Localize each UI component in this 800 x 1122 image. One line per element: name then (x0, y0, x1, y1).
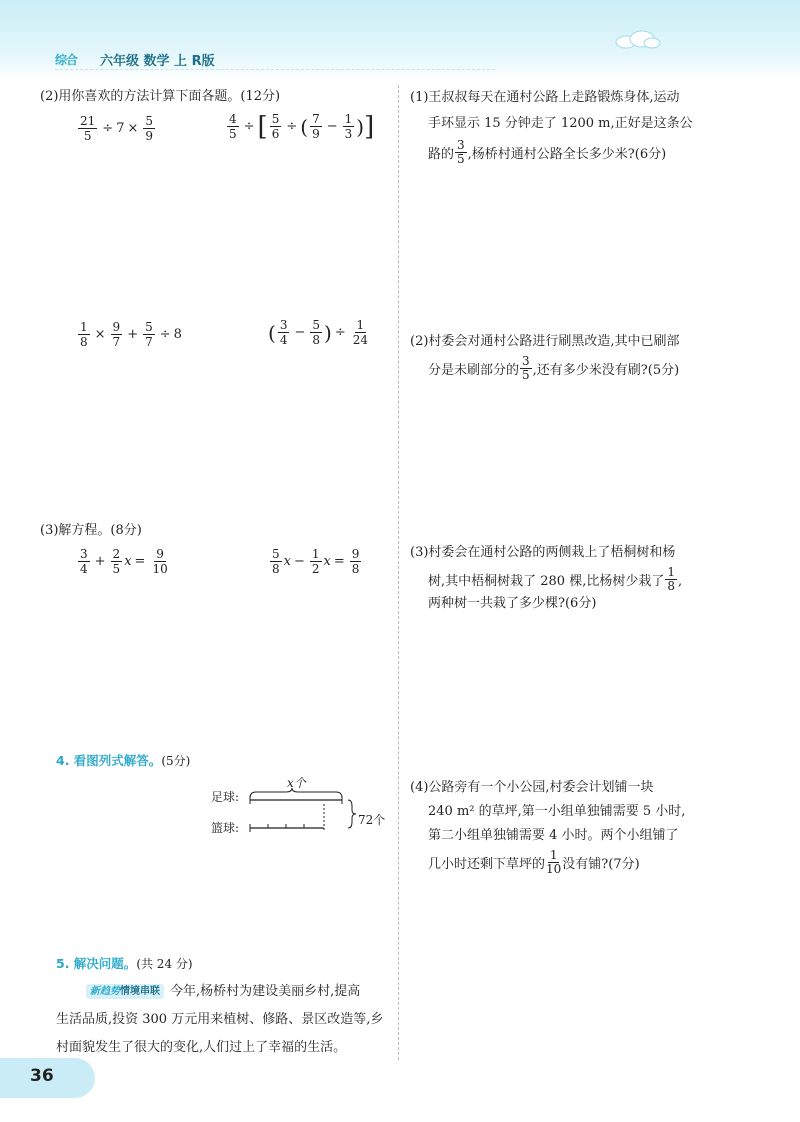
p3-line-1: (3)村委会在通村公路的两侧栽上了梧桐树和杨 (410, 545, 676, 560)
cloud-decoration-icon (612, 28, 662, 50)
expr-4: ( $\frac{3}{4}$ − $\frac{5}{8}$ ) ÷ $\frac{1}{24}$ (268, 318, 368, 347)
q2-title: (2)用你喜欢的方法计算下面各题。(12分) (40, 89, 281, 104)
bar-diagram (240, 786, 360, 836)
p3-line-2: 树,其中梧桐树栽了 280 棵,比杨树少栽了 1 8 , (428, 565, 683, 593)
section-5-title: 5. 解决问题。(共 24 分) (56, 956, 193, 971)
column-divider (398, 85, 399, 1060)
football-label: 足球: (211, 790, 240, 804)
expr-2: $\frac{4}{5}$ ÷ [ $\frac{5}{6}$ ÷ ( $\frac{7}{9}$ − $\frac{1}{3}$ ) ] (229, 111, 375, 142)
book-title: 六年级 数学 上 R版 (100, 54, 215, 69)
section-5-line-3: 村面貌发生了很大的变化,人们过上了幸福的生活。 (56, 1040, 347, 1055)
p4-line-3: 第二小组单独铺需要 4 小时。两个小组铺了 (428, 828, 679, 843)
basketball-label: 篮球: (211, 821, 240, 835)
q3-title: (3)解方程。(8分) (40, 523, 142, 538)
p2-line-2: 分是未刷部分的 3 5 ,还有多少米没有刷?(5分) (428, 354, 680, 382)
p1-line-1: (1)王叔叔每天在通村公路上走路锻炼身体,运动 (410, 90, 680, 105)
p1-line-3: 路的 3 5 ,杨桥村通村公路全长多少米?(6分) (428, 138, 667, 166)
section-5-line-2: 生活品质,投资 300 万元用来植树、修路、景区改造等,乡 (56, 1012, 384, 1027)
p4-line-2: 240 m² 的草坪,第一小组单独铺需要 5 小时, (428, 804, 686, 819)
header-rule (55, 69, 495, 70)
series-logo: 综合 (55, 53, 78, 67)
expr-1: $\frac{21}{5}$ ÷ 7 × $\frac{5}{9}$ (80, 114, 154, 143)
x-quantity-label: x个 (287, 776, 306, 790)
trend-tag: 新趋势情境串联 (86, 984, 164, 999)
page-number: 36 (30, 1066, 54, 1086)
p4-line-4: 几小时还剩下草坪的 1 10 没有铺?(7分) (428, 848, 640, 876)
section-5-line-1: 新趋势情境串联 今年,杨桥村为建设美丽乡村,提高 (86, 983, 360, 1000)
p4-line-1: (4)公路旁有一个小公园,村委会计划铺一块 (410, 780, 654, 795)
equation-2: $\frac{5}{8}$ x − $\frac{1}{2}$ x = $\frac{9}{8}$ (272, 547, 360, 576)
equation-1: $\frac{3}{4}$ + $\frac{2}{5}$ x = $\frac{9}{10}$ (80, 547, 168, 576)
section-4-title: 4. 看图列式解答。(5分) (56, 753, 191, 768)
total-label: 72个 (358, 813, 386, 827)
p3-line-3: 两种树一共栽了多少棵?(6分) (428, 596, 597, 611)
p2-line-1: (2)村委会对通村公路进行刷黑改造,其中已刷部 (410, 334, 680, 349)
expr-3: $\frac{1}{8}$ × $\frac{9}{7}$ + $\frac{5}{7}$ ÷ 8 (80, 320, 182, 349)
p1-line-2: 手环显示 15 分钟走了 1200 m,正好是这条公 (428, 116, 693, 131)
